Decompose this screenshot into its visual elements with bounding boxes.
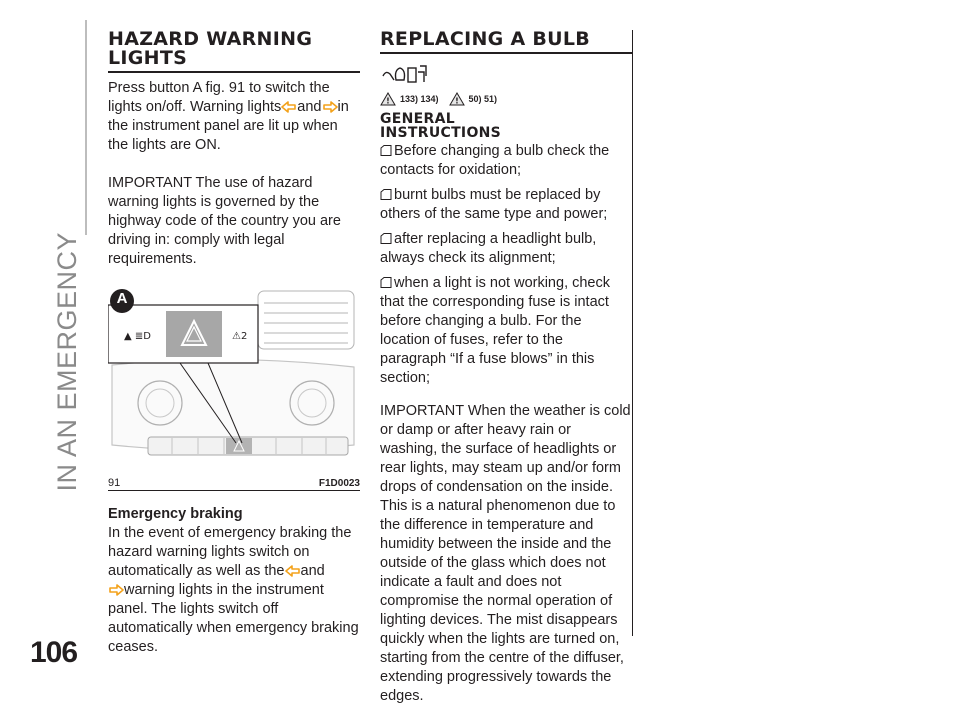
replacing-bulb-title: REPLACING A BULB: [380, 28, 591, 50]
list-item: [380, 142, 632, 180]
hazard-paragraph-1: [108, 79, 360, 155]
dashboard-illustration: [108, 285, 360, 475]
bullet-box-icon: [380, 277, 392, 288]
svg-text:!: !: [454, 96, 459, 106]
list-item: [380, 274, 632, 388]
general-instructions-title: [380, 112, 632, 140]
hazard-p1-text-c: in the instrument panel are lit up when the lights are ON.: [108, 99, 349, 153]
figure-91: [108, 285, 360, 475]
figure-code: F1D0023: [318, 477, 360, 489]
figure-caption: [108, 477, 360, 489]
hazard-p1-text-a: Press button A fig. 91 to switch the lights on/off. Warning lights: [108, 80, 330, 115]
bullet-box-icon: [380, 233, 392, 244]
list-item-text: after replacing a headlight bulb, always check its alignment;: [380, 231, 597, 266]
list-item-text: Before changing a bulb check the contacts for oxidation;: [380, 143, 610, 178]
svg-text:⚠2: ⚠2: [232, 331, 248, 342]
turn-left-arrow-icon: [281, 101, 297, 113]
figure-label-A: A: [116, 290, 128, 307]
left-column: [108, 30, 360, 657]
general-title-line2: INSTRUCTIONS: [380, 125, 502, 141]
hazard-title: [108, 30, 360, 68]
side-tab-rule: [85, 20, 87, 235]
hazard-title-rule: [108, 71, 360, 73]
general-title-line1: GENERAL: [380, 111, 455, 127]
svg-text:!: !: [386, 96, 390, 106]
hazard-paragraph-2: IMPORTANT The use of hazard warning lights is governed by the highway code of the country you are driving in: comply with legal requirements.: [108, 175, 341, 267]
warning-references: [380, 92, 632, 106]
important-paragraph: IMPORTANT When the weather is cold or damp or after heavy rain or washing, the surface of headlights or rear lights, may steam up and/or form drops of condensation on the inside. This is a natural phenomenon due to the difference in temperature and humidity between the inside and the outside of the glass which does not indicate a fault and does not compromise the normal operation of lighting devices. The mist disappears quickly when the lights are turned on, starting from the centre of the diffuser, extending progressively towards the edges.: [380, 403, 631, 704]
turn-right-arrow-icon: [108, 584, 124, 596]
svg-text:▲ ≣D: ▲ ≣D: [124, 331, 151, 342]
figure-number: 91: [108, 477, 121, 489]
right-column: [380, 30, 632, 706]
hazard-title-line2: LIGHTS: [108, 47, 188, 69]
bullet-box-icon: [380, 189, 392, 200]
list-item: [380, 186, 632, 224]
turn-left-arrow-icon: [285, 565, 301, 577]
braking-text-a: In the event of emergency braking the hazard warning lights switch on automatically as well as the: [108, 525, 352, 579]
page-number: 106: [30, 636, 78, 669]
warning-triangle-icon: [380, 92, 396, 106]
hazard-title-line1: HAZARD WARNING: [108, 28, 313, 50]
section-tab-label: IN AN EMERGENCY: [52, 232, 82, 492]
right-column-rule: [632, 30, 633, 636]
braking-text-b: and: [300, 563, 325, 579]
warning-triangle-icon: [449, 92, 465, 106]
list-item: [380, 230, 632, 268]
warning-refs-1: 133) 134): [400, 94, 439, 104]
turn-right-arrow-icon: [322, 101, 338, 113]
emergency-braking-title: Emergency braking: [108, 506, 243, 522]
bullet-box-icon: [380, 145, 392, 156]
emergency-braking-paragraph: [108, 524, 360, 657]
replacing-bulb-rule: [380, 52, 632, 54]
list-item-text: burnt bulbs must be replaced by others of the same type and power;: [380, 187, 608, 222]
warning-refs-2: 50) 51): [468, 94, 498, 104]
bulb-replacement-symbols-icon: [380, 62, 632, 88]
hazard-p1-text-b: and: [297, 99, 322, 115]
instructions-list: [380, 142, 632, 388]
list-item-text: when a light is not working, check that the corresponding fuse is intact before changing a bulb. For the location of fuses, refer to the paragraph “If a fuse blows” in this section;: [380, 275, 610, 386]
braking-text-c: warning lights in the instrument panel. The lights switch off automatically when emergency braking ceases.: [108, 582, 359, 655]
